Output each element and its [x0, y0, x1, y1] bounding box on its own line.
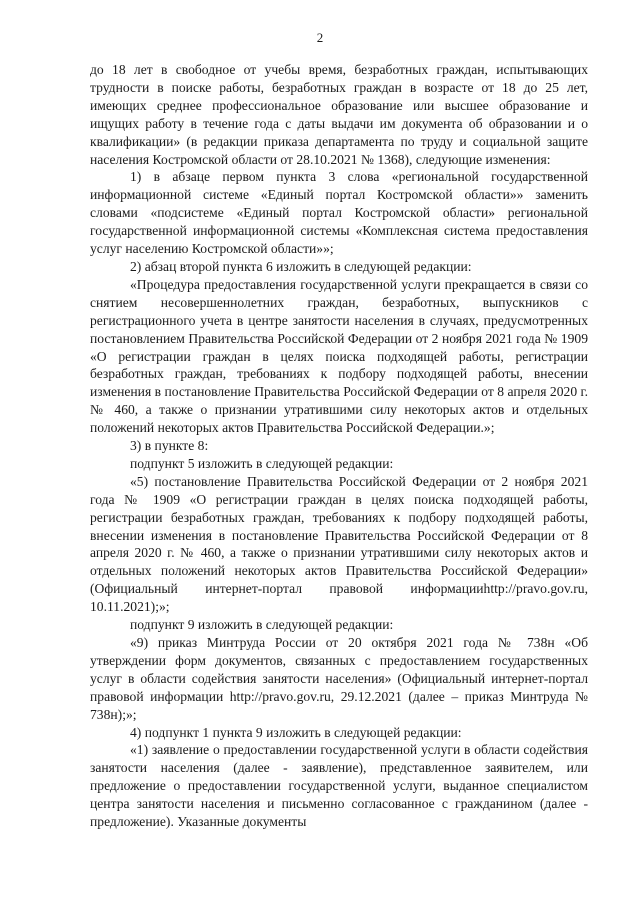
document-body: [90, 61, 588, 831]
paragraph: «5) постановление Правительства Российской Федерации от 2 ноября 2021 года № 1909 «О регистрации граждан в целях поиска подходящей работы, регистрации безработных граждан, требованиях к подбору подходящей работы, внесении изменения в постановление Правительства Российской Федерации от 8 апреля 2020 г. № 460, а также о признании утратившими силу некоторых актов и отдельных положений некоторых актов Правительства Российской Федерации» (Официальный интернет-портал правовой информацииhttp://pravo.gov.ru, 10.11.2021);»;: [90, 473, 588, 615]
page-number: 2: [316, 30, 324, 45]
paragraph: подпункт 9 изложить в следующей редакции:: [130, 617, 394, 633]
paragraph: 2) абзац второй пункта 6 изложить в следующей редакции:: [130, 258, 472, 274]
paragraph: подпункт 5 изложить в следующей редакции:: [130, 455, 394, 471]
paragraph: «1) заявление о предоставлении государственной услуги в области содействия занятости населения (далее - заявление), представленное заявителем, или предложение о предоставлении государственной услуги, выданное специалистом центра занятости населения и письменно согласованное с гражданином (далее - предложение). Указанные документы: [90, 742, 588, 830]
paragraph: до 18 лет в свободное от учебы время, безработных граждан, испытывающих трудности в поиске работы, безработных граждан в возрасте от 18 до 25 лет, имеющих среднее профессиональное образование или высшее образование и ищущих работу в течение года с даты выдачи им документа об образовании и о квалификации» (в редакции приказа департамента по труду и социальной защите населения Костромской области от 28.10.2021 № 1368), следующие изменения:: [90, 62, 588, 167]
paragraph: 3) в пункте 8:: [130, 438, 209, 454]
paragraph: 4) подпункт 1 пункта 9 изложить в следующей редакции:: [130, 724, 462, 740]
paragraph: 1) в абзаце первом пункта 3 слова «региональной государственной информационной системе «Единый портал Костромской области»» заменить словами «подсистеме «Единый портал Костромской области» региональной государственной информационной системы «Комплексная система предоставления услуг населению Костромской области»»;: [90, 169, 588, 257]
paragraph: «9) приказ Минтруда России от 20 октября 2021 года № 738н «Об утверждении форм документов, связанных с предоставлением государственных услуг в области содействия занятости населения» (Официальный интернет-портал правовой информации http://pravo.gov.ru, 29.12.2021 (далее – приказ Минтруда № 738н);»;: [90, 635, 588, 722]
paragraph: «Процедура предоставления государственной услуги прекращается в связи со снятием несовершеннолетних граждан, безработных, выпускников с регистрационного учета в центре занятости населения в случаях, предусмотренных постановлением Правительства Российской Федерации от 2 ноября 2021 года № 1909 «О регистрации граждан в целях поиска подходящей работы, регистрации безработных граждан, требованиях к подбору подходящей работы, внесении изменения в постановление Правительства Российской Федерации от 8 апреля 2020 г. № 460, а также о признании утратившими силу некоторых актов и отдельных положений некоторых актов Правительства Российской Федерации.»;: [90, 276, 588, 436]
